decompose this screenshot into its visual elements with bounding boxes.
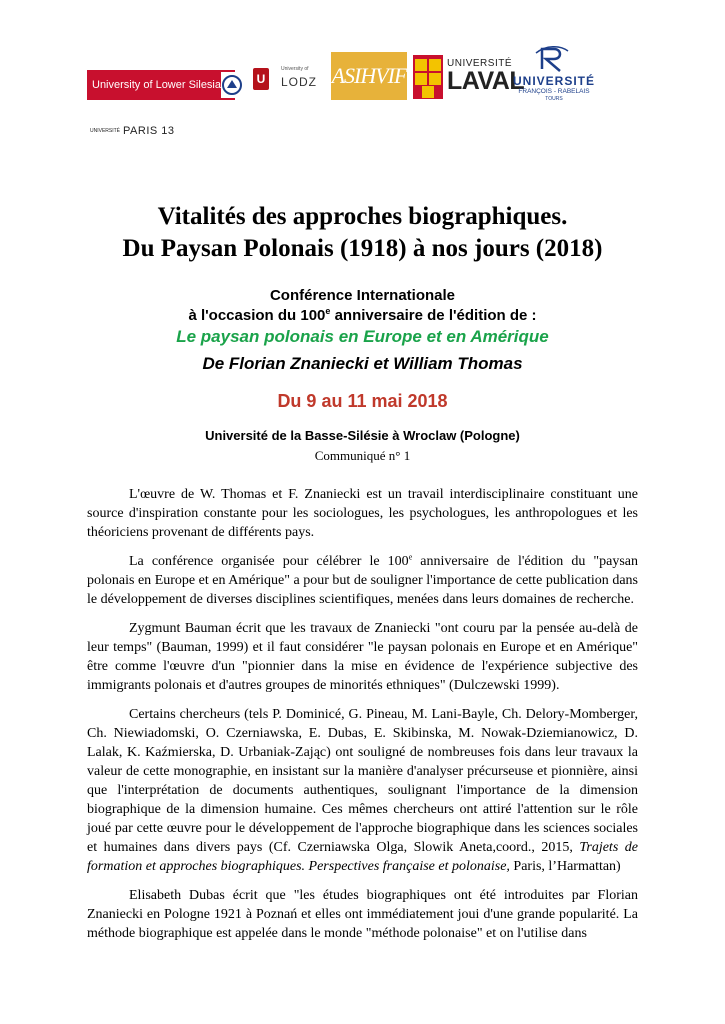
p2-superscript: e	[408, 552, 413, 562]
p2-text-post: anniversaire de l'édition du "paysan polonais en Europe et en Amérique" a pour but de souligner l'importance de cette publication dans le développement de diverses disciplines scientifiques, menées dans leurs domaines de recherche.	[87, 554, 638, 607]
paragraph-3: Zygmunt Bauman écrit que les travaux de Znaniecki "ont couru par la pensée au-delà de leur temps" (Bauman, 1999) et il faut considérer "le paysan polonais en Europe et en Amérique" être comme l'œuvre d'un "pionnier dans la mise en évidence de l'expérience subjective des immigrants polonais et d'autres groupes de minorités ethniques" (Dulczewski 1999).	[87, 621, 638, 693]
conference-dates: Du 9 au 11 mai 2018	[277, 391, 448, 411]
laval-logo-small-text: UNIVERSITÉ	[447, 58, 513, 69]
book-authors: De Florian Znaniecki et William Thomas	[202, 354, 523, 373]
tours-logo-main-text: UNIVERSITÉ	[512, 74, 595, 88]
lodz-logo-text: LODZ	[281, 75, 318, 89]
communique-number: Communiqué n° 1	[314, 448, 411, 463]
tours-r-mark-icon	[534, 45, 570, 73]
occasion-text-post: anniversaire de l'édition de :	[330, 307, 537, 324]
lodz-emblem-icon: U	[253, 68, 269, 90]
body-text	[87, 485, 638, 953]
laval-crest-icon	[413, 55, 443, 99]
paragraph-4	[87, 705, 638, 876]
tours-logo-sub-text: FRANÇOIS - RABELAIS	[518, 88, 590, 95]
university-lodz-logo	[253, 62, 318, 98]
paragraph-1: L'œuvre de W. Thomas et F. Znaniecki est un travail interdisciplinaire constituant une source d'inspiration constante pour les sociologues, les psychologues, les anthropologues et les théoriciens provenant de différents pays.	[87, 487, 638, 540]
conference-heading: Conférence Internationale	[269, 287, 456, 304]
paragraph-5: Elisabeth Dubas écrit que "les études biographiques ont été introduites par Florian Znaniecki en Pologne 1921 à Poznań et elles ont immédiatement joui d'une grande popularité. La méthode biographique est appelée dans le monde "méthode polonaise" et on l'utilise dans	[87, 888, 638, 941]
lodz-logo-small-text: University of	[281, 66, 309, 72]
title-line-2: Du Paysan Polonais (1918) à nos jours (2018)	[122, 235, 603, 262]
title-line-1: Vitalités des approches biographiques.	[157, 203, 568, 230]
paris13-logo	[90, 123, 175, 139]
paragraph-2	[87, 552, 638, 609]
conference-venue: Université de la Basse-Silésie à Wroclaw (Pologne)	[205, 428, 520, 443]
tours-logo-city-text: TOURS	[545, 96, 563, 102]
p4-text-post: Paris, l’Harmattan)	[509, 859, 621, 874]
p2-text-pre: La conférence organisée pour célébrer le 100	[129, 554, 409, 569]
ashvf-logo	[331, 52, 407, 100]
universite-tours-logo	[504, 45, 604, 103]
book-title: Le paysan polonais en Europe et en Amérique	[176, 327, 549, 346]
occasion-superscript: e	[325, 306, 331, 316]
lower-silesia-logo-text: University of Lower Silesia	[92, 79, 221, 91]
p4-italic-title: Trajets de formation et approches biographiques. Perspectives française et polonaise,	[87, 840, 638, 874]
laval-logo-text: LAVAL	[447, 67, 525, 95]
conference-occasion	[0, 306, 725, 324]
paris13-logo-small-text: UNIVERSITÉ	[90, 128, 121, 134]
ashvf-logo-text: ASIHVIF	[331, 63, 407, 88]
document-title	[0, 201, 725, 265]
lower-silesia-crest-icon	[221, 72, 243, 98]
university-lower-silesia-logo	[87, 70, 235, 100]
paris13-logo-text: PARIS 13	[123, 125, 175, 137]
p4-text-pre: Certains chercheurs (tels P. Dominicé, G. Pineau, M. Lani-Bayle, Ch. Delory-Momberger, Ch. Niewiadomski, O. Czerniawska, E. Dubas, E. Skibinska, M. Nowak-Dziemianowicz, D. Lalak, K. Kaźmierska, D. Urbaniak-Zając) ont souligné de nombreuses fois dans leur travaux la valeur de cette monographie, en insistant sur la manière d'analyser précurseuse et pionnière, ainsi que l'interprétation de documents authentiques, soulignant l'importance de la dimension biographique de la dimension humaine. Ces mêmes chercheurs ont attiré l'attention sur le rôle joué par cette œuvre pour le développement de l'approche biographique dans les sciences sociales et humaines dans divers pays (Cf. Czerniawska Olga, Slowik Aneta,coord., 2015,	[87, 707, 638, 855]
occasion-text-pre: à l'occasion du 100	[188, 307, 326, 324]
